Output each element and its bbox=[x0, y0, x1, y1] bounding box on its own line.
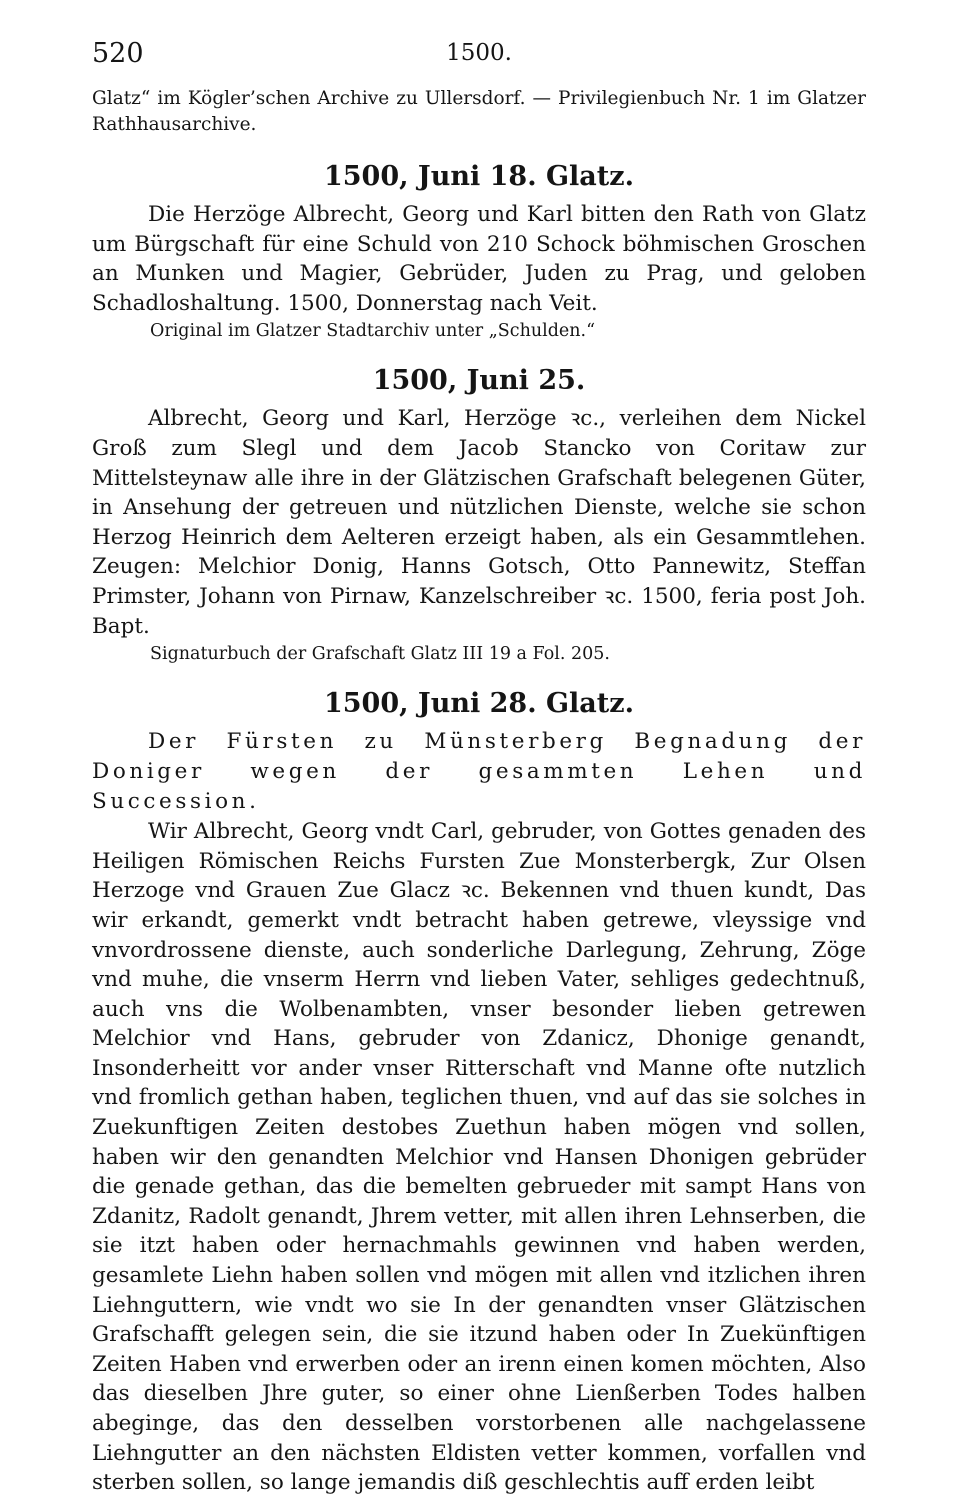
entry-1500-juni-18 bbox=[92, 160, 866, 344]
page-number: 520 bbox=[92, 38, 144, 69]
running-head bbox=[92, 38, 866, 86]
running-title: 1500. bbox=[446, 40, 512, 66]
entry-text: Albrecht, Georg und Karl, Herzöge ꝛc., verleihen dem Nickel Groß zum Slegl und dem Jacob Stancko von Coritaw zur Mittelsteynaw alle ihre in der Glätzischen Grafschaft belegenen Güter, in Ansehung der getreuen und nützlichen Dienste, welche sie schon Herzog Heinrich dem Aelteren erzeigt haben, als ein Gesammtlehen. Zeugen: Melchior Donig, Hanns Gotsch, Otto Pannewitz, Steffan Primster, Johann von Pirnaw, Kanzelschreiber ꝛc. 1500, feria post Joh. Bapt. bbox=[92, 406, 866, 639]
entry-subtitle: Der Fürsten zu Münsterberg Begnadung der Doniger wegen der gesammten Lehen und Succession. bbox=[92, 729, 866, 815]
entry-source: Signaturbuch der Grafschaft Glatz III 19 a Fol. 205. bbox=[150, 644, 610, 665]
entry-text: Die Herzöge Albrecht, Georg und Karl bitten den Rath von Glatz um Bürgschaft für eine Schuld von 210 Schock böhmischen Groschen an Munken und Magier, Gebrüder, Juden zu Prag, und geloben Schadloshaltung. 1500, Donnerstag nach Veit. bbox=[92, 202, 866, 316]
entry-1500-juni-28 bbox=[92, 687, 866, 1498]
entry-source: Original im Glatzer Stadtarchiv unter „Schulden.“ bbox=[150, 321, 596, 342]
continuation-note: Glatz“ im Kögler’schen Archive zu Ullersdorf. — Privilegienbuch Nr. 1 im Glatzer Rathhausarchive. bbox=[92, 88, 866, 135]
entry-heading: 1500, Juni 25. bbox=[372, 365, 586, 397]
entry-1500-juni-25 bbox=[92, 364, 866, 667]
entry-heading: 1500, Juni 18. Glatz. bbox=[323, 161, 635, 192]
entry-heading: 1500, Juni 28. Glatz. bbox=[323, 688, 635, 720]
entry-text: Wir Albrecht, Georg vndt Carl, gebruder, von Gottes genaden des Heiligen Römischen Reichs Fursten Zue Monsterbergk, Zur Olsen Herzoge vnd Grauen Zue Glacz ꝛc. Bekennen vnd thuen kundt, Das wir erkandt, gemerkt vndt betracht haben getrewe, vleyssige vnd vnvordrossene dienste, auch sonderliche Darlegung, Zehrung, Zöge vnd muhe, die vnserm Herrn vnd lieben Vater, sehliges gedechtnuß, auch vns die Wolbenambten, vnser besonder lieben getrewen Melchior vnd Hans, gebruder von Zdanicz, Dhonige genandt, Insonderheitt vor ander vnser Ritterschaft vnd Manne ofte nutzlich vnd fromlich gethan haben, teglichen thuen, vnd auf das sie solches in Zuekunftigen Zeiten destobes Zuethun haben mögen vnd sollen, haben wir den genandten Melchior vnd Hansen Dhonigen gebrüder die genade gethan, das die bemelten gebrueder mit sampt Hans von Zdanitz, Radolt genandt, Jhrem vetter, mit allen ihren Lehnserben, die sie itzt haben oder hernachmahls gewinnen vnd haben werden, gesamlete Liehn haben sollen vnd mögen mit allen vnd itzlichen ihren Liehnguttern, wie vndt wo sie In der genandten vnser Glätzischen Grafschafft gelegen sein, die sie itzund haben oder In Zuekünftigen Zeiten Haben vnd erwerben oder an irenn einen komen möchten, Also das dieselben Jhre guter, so einer ohne Lienßerben Todes halben abeginge, das den desselben vorstorbenen alle nachgelassene Liehngutter an den nächsten Eldisten vetter kommen, vorfallen vnd sterben sollen, so lange jemandis diß geschlechtis auff erden leibt bbox=[92, 819, 866, 1496]
